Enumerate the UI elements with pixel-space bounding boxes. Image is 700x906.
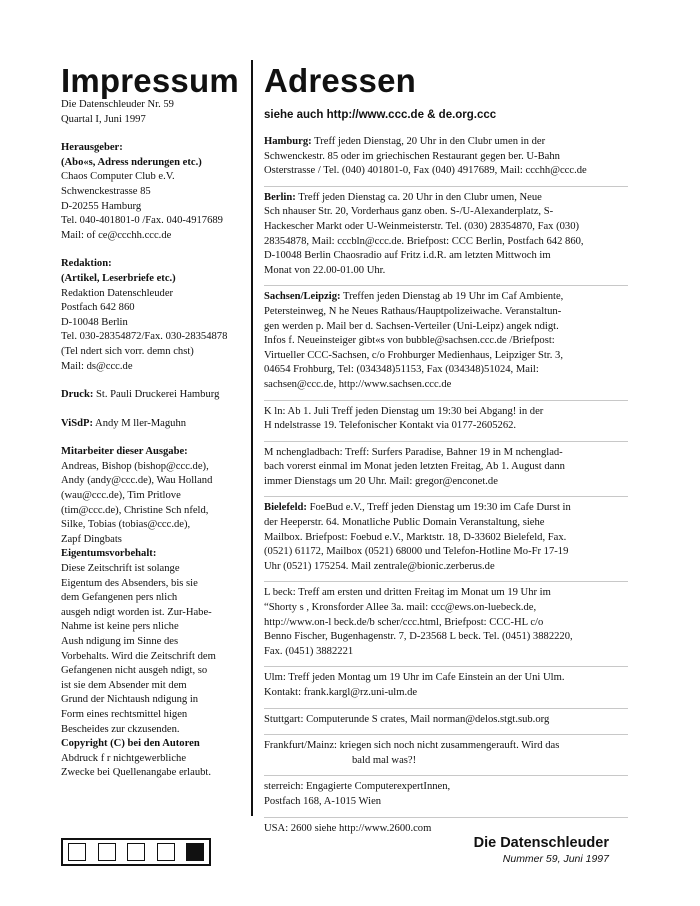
- entry-line: FoeBud e.V., Treff jeden Dienstag um 19:30 im Cafe Durst in: [306, 502, 571, 514]
- entry-line: http://www.on-l beck.de/b scher/ccc.html, Briefpost: CCC-HL c/o: [264, 616, 544, 628]
- address-entry-bielefeld: [264, 496, 628, 574]
- entry-line: Frankfurt/Mainz: kriegen sich noch nicht zusammengerauft. Wird das: [264, 740, 560, 752]
- copyright-heading: Copyright (C) bei den Autoren: [61, 738, 200, 750]
- entry-line: Petersteinweg, N he Neues Rathaus/Hauptpolizeiwache. Veranstaltun-: [264, 305, 562, 317]
- eigentum-line: Vorbehalts. Wird die Zeitschrift dem: [61, 650, 216, 662]
- herausgeber-line: Schwenckestrasse 85: [61, 185, 151, 197]
- mitarbeiter-line: (wau@ccc.de), Tim Pritlove: [61, 490, 181, 502]
- redaktion-section: [61, 257, 243, 374]
- redaktion-heading: Redaktion:: [61, 258, 112, 270]
- entry-line: bach vorerst einmal im Monat jeden letzten Freitag, Ab 1. August dann: [264, 461, 565, 473]
- herausgeber-line: Mail: of ce@ccchh.ccc.de: [61, 229, 172, 241]
- entry-line: Benno Fischer, Bugenhagenstr. 7, D-23568 L beck. Tel. (0451) 3882220,: [264, 631, 573, 643]
- indicator-box: [127, 843, 145, 861]
- address-entry-luebeck: [264, 581, 628, 659]
- copyright-line: Zwecke bei Quellenangabe erlaubt.: [61, 767, 212, 779]
- indicator-box: [157, 843, 175, 861]
- visdp-section: [61, 417, 243, 432]
- indicator-box: [98, 843, 116, 861]
- entry-line: Fax. (0451) 3882221: [264, 645, 354, 657]
- redaktion-line: (Artikel, Leserbriefe etc.): [61, 272, 176, 284]
- herausgeber-heading: Herausgeber:: [61, 142, 123, 154]
- adressen-title: Adressen: [264, 62, 417, 99]
- entry-line: Treff jeden Dienstag ca. 20 Uhr in den Clubr umen, Neue: [295, 191, 542, 203]
- address-entry-sachsen: [264, 285, 628, 392]
- entry-line: Postfach 168, A-1015 Wien: [264, 795, 382, 807]
- druck-section: [61, 388, 243, 403]
- address-entry-moenchengladbach: [264, 441, 628, 490]
- entry-line: 28354878, Mail: cccbln@ccc.de. Briefpost: CCC Berlin, Postfach 642 860,: [264, 235, 584, 247]
- address-entry-hamburg: [264, 135, 628, 179]
- mitarbeiter-line: Zapf Dingbats: [61, 533, 122, 545]
- footer-title: Die Datenschleuder: [473, 835, 609, 851]
- entry-line: sterreich: Engagierte ComputerexpertInnen,: [264, 781, 451, 793]
- mitarbeiter-line: Andreas, Bishop (bishop@ccc.de),: [61, 460, 209, 472]
- indicator-box: [68, 843, 86, 861]
- entry-line: Mailbox. Briefpost: Foebud e.V., Marktstr. 18, D-33602 Bielefeld, Fax.: [264, 531, 567, 543]
- entry-line: Osterstrasse / Tel. (040) 401801-0, Fax (040) 4917689, Mail: ccchh@ccc.de: [264, 165, 587, 177]
- herausgeber-line: (Abo«s, Adress nderungen etc.): [61, 156, 202, 168]
- herausgeber-line: Chaos Computer Club e.V.: [61, 171, 175, 183]
- visdp-label: ViSdP:: [61, 417, 93, 429]
- column-divider: [251, 60, 253, 816]
- issue-indicator-boxes: [61, 838, 211, 866]
- footer-subtitle: Nummer 59, Juni 1997: [502, 853, 609, 865]
- herausgeber-line: D-20255 Hamburg: [61, 200, 142, 212]
- redaktion-line: Postfach 642 860: [61, 302, 135, 314]
- eigentum-line: Aush ndigung im Sinne des: [61, 636, 179, 647]
- indicator-box-filled: [186, 843, 204, 861]
- entry-line: bald mal was?!: [352, 754, 417, 766]
- mitarbeiter-line: Silke, Tobias (tobias@ccc.de),: [61, 519, 191, 531]
- copyright-section: [61, 737, 243, 781]
- eigentum-line: Nahme ist keine pers nliche: [61, 621, 179, 633]
- mitarbeiter-line: Andy (andy@ccc.de), Wau Holland: [61, 475, 213, 487]
- entry-line: Monat von 22.00-01.00 Uhr.: [264, 264, 386, 276]
- address-entry-ulm: [264, 666, 628, 700]
- entry-line: L beck: Treff am ersten und dritten Freitag im Monat um 19 Uhr im: [264, 587, 551, 599]
- entry-line: sachsen@ccc.de, http://www.sachsen.ccc.de: [264, 378, 452, 390]
- visdp-value: Andy M ller-Maguhn: [92, 417, 187, 429]
- redaktion-line: Redaktion Datenschleuder: [61, 287, 174, 299]
- copyright-line: Abdruck f r nichtgewerbliche: [61, 752, 187, 764]
- eigentum-line: ausgeh ndigt worden ist. Zur-Habe-: [61, 606, 212, 618]
- issue-number: Die Datenschleuder Nr. 59: [61, 99, 174, 110]
- entry-label: Hamburg:: [264, 136, 312, 147]
- entry-line: 04654 Frohburg, Tel: (034348)51153, Fax (034348)51024, Mail:: [264, 364, 539, 376]
- herausgeber-section: [61, 141, 243, 243]
- entry-line: D-10048 Berlin Chaosradio auf Fritz i.d.R. am letzten Mittwoch im: [264, 250, 551, 262]
- address-entry-stuttgart: [264, 708, 628, 728]
- eigentum-line: Bescheides zur ckzusenden.: [61, 723, 180, 735]
- entry-line: Stuttgart: Computerunde S crates, Mail norman@delos.stgt.sub.org: [264, 713, 550, 725]
- druck-value: St. Pauli Druckerei Hamburg: [93, 389, 220, 401]
- entry-line: gen werden p. Mail ber d. Sachsen-Verteiler (Uni-Leipz) angek ndigt.: [264, 320, 559, 332]
- eigentum-line: Gefangenen nicht ausgeh ndigt, so: [61, 665, 208, 677]
- redaktion-line: Tel. 030-28354872/Fax. 030-28354878: [61, 331, 228, 343]
- entry-line: Treff jeden Dienstag, 20 Uhr in den Clubr umen in der: [311, 136, 546, 147]
- eigentum-line: ist sie dem Absender mit dem: [61, 679, 187, 691]
- entry-line: “Shorty s , Kronsforder Allee 3a. mail: ccc@ews.on-luebeck.de,: [264, 602, 537, 614]
- adressen-column: [264, 62, 628, 836]
- entry-line: M nchengladbach: Treff: Surfers Paradise, Bahner 19 in M nchenglad-: [264, 446, 563, 458]
- eigentum-line: Form eines rechtsmittel higen: [61, 708, 188, 720]
- entry-line: H ndelstrasse 19. Telefonischer Kontakt via 0177-2605262.: [264, 420, 517, 432]
- entry-line: (0521) 61172, Mailbox (0521) 68000 und Telefon-Hotline Mo-Fr 17-19: [264, 546, 569, 558]
- impressum-column: [61, 62, 243, 781]
- entry-line: Hackescher Markt oder U-Weinmeisterstr. Tel. (030) 28354870, Fax (030): [264, 220, 580, 232]
- footer-masthead: [474, 834, 609, 866]
- address-entry-berlin: [264, 186, 628, 279]
- address-entry-koeln: [264, 400, 628, 434]
- entry-line: Infos f. Neueinsteiger gibt«s von bubble@sachsen.ccc.de /Briefpost:: [264, 335, 555, 347]
- redaktion-line: (Tel ndert sich vorr. demn chst): [61, 345, 194, 357]
- redaktion-line: Mail: ds@ccc.de: [61, 360, 133, 372]
- entry-label: Sachsen/Leipzig:: [264, 291, 341, 303]
- impressum-title: Impressum: [61, 62, 239, 99]
- eigentum-line: dem Gefangenen pers nlich: [61, 592, 178, 604]
- entry-line: der Heeperstr. 64. Monatliche Public Domain Veranstaltung, siehe: [264, 517, 545, 529]
- entry-label: Berlin:: [264, 191, 296, 203]
- entry-line: Uhr (0521) 175254. Mail zentrale@bionic.zerberus.de: [264, 560, 495, 572]
- eigentum-line: Diese Zeitschrift ist solange: [61, 563, 180, 575]
- entry-line: Kontakt: frank.kargl@rz.uni-ulm.de: [264, 687, 418, 698]
- entry-line: Schwenckestr. 85 oder im griechischen Restaurant gegen ber. U-Bahn: [264, 150, 560, 162]
- mitarbeiter-section: [61, 445, 243, 547]
- entry-label: Bielefeld:: [264, 502, 307, 514]
- eigentum-section: [61, 547, 243, 737]
- eigentum-line: Eigentum des Absenders, bis sie: [61, 577, 198, 589]
- entry-line: Treffen jeden Dienstag ab 19 Uhr im Caf Ambiente,: [340, 291, 564, 303]
- issue-date: Quartal I, Juni 1997: [61, 113, 146, 125]
- address-entry-frankfurt: [264, 734, 628, 768]
- entry-line: Sch nhauser Str. 20, Vorderhaus ganz oben. S-/U-Alexanderplatz, S-: [264, 206, 554, 218]
- herausgeber-line: Tel. 040-401801-0 /Fax. 040-4917689: [61, 215, 223, 227]
- entry-line: immer Dienstags um 20 Uhr. Mail: gregor@enconet.de: [264, 475, 498, 487]
- eigentum-line: Grund der Nichtaush ndigung in: [61, 694, 199, 706]
- entry-line: K ln: Ab 1. Juli Treff jeden Dienstag um 19:30 bei Abgang! in der: [264, 405, 544, 417]
- address-entry-oesterreich: [264, 775, 628, 809]
- mitarbeiter-line: (tim@ccc.de), Christine Sch nfeld,: [61, 504, 209, 516]
- entry-line: Ulm: Treff jeden Montag um 19 Uhr im Cafe Einstein an der Uni Ulm.: [264, 672, 565, 684]
- entry-line: Virtueller CCC-Sachsen, c/o Frohburger Medienhaus, Leipziger Str. 3,: [264, 349, 563, 361]
- redaktion-line: D-10048 Berlin: [61, 316, 128, 328]
- see-also-link[interactable]: siehe auch http://www.ccc.de & de.org.ccc: [264, 109, 497, 121]
- mitarbeiter-heading: Mitarbeiter dieser Ausgabe:: [61, 446, 188, 458]
- druck-label: Druck:: [61, 389, 94, 401]
- eigentum-heading: Eigentumsvorbehalt:: [61, 548, 157, 560]
- entry-line: USA: 2600 siehe http://www.2600.com: [264, 822, 432, 834]
